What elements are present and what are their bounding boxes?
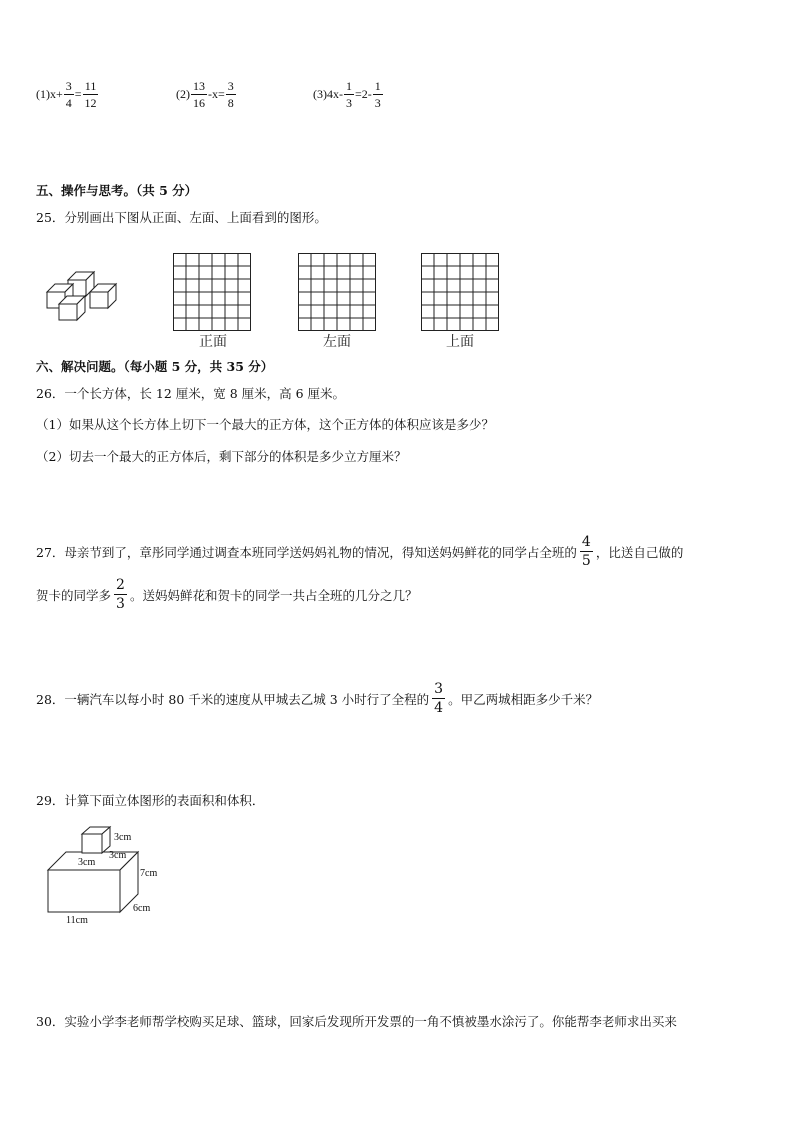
front-view-label: 正面 [199, 334, 227, 350]
equation-3-op: =2- [355, 87, 372, 101]
equation-3-fraction-b: $\frac{1}{3}$ [374, 79, 381, 110]
equation-1-prefix: (1)x+ [36, 87, 63, 101]
question-26-sub-1: （1）如果从这个长方体上切下一个最大的正方体，这个正方体的体积应该是多少？ [36, 417, 494, 432]
equation-1-fraction-b: $\frac{11}{12}$ [84, 79, 97, 110]
equation-3-prefix: (3)4x- [313, 87, 343, 101]
equation-2-fraction-a: $\frac{13}{16}$ [193, 79, 205, 110]
dim-box-length: 11cm [66, 915, 88, 926]
dim-cube-depth: 3cm [109, 850, 127, 861]
question-26-sub-2: （2）切去一个最大的正方体后，剩下部分的体积是多少立方厘米？ [36, 449, 407, 464]
equation-3 [313, 80, 384, 109]
left-view-label: 左面 [323, 334, 351, 350]
equation-2-prefix: (2) [176, 87, 190, 101]
dim-box-height: 7cm [140, 868, 158, 879]
front-view-grid [173, 253, 251, 331]
question-26-text: 26．一个长方体，长 12 厘米，宽 8 厘米，高 6 厘米。 [36, 386, 346, 401]
equation-2-op: -x= [208, 87, 225, 101]
question-28-line [36, 682, 598, 715]
cube-stack-figure [42, 262, 122, 324]
question-27-line-2 [36, 578, 417, 611]
dim-cube-height: 3cm [114, 832, 132, 843]
equation-1 [36, 80, 100, 109]
question-28-text-a: 28．一辆汽车以每小时 80 千米的速度从甲城去乙城 3 小时行了全程的 [36, 691, 430, 707]
question-27-line-1 [36, 535, 683, 568]
equation-1-op: = [74, 87, 82, 101]
question-28-text-b: 。甲乙两城相距多少千米？ [448, 691, 599, 707]
equation-3-fraction-a: $\frac{1}{3}$ [346, 79, 352, 110]
dim-box-depth: 6cm [133, 903, 151, 914]
top-view-grid [421, 253, 499, 331]
question-27-text-b: ，比送自己做的 [595, 544, 684, 560]
question-27-fraction-1: $\frac{4}{5}$ [581, 534, 591, 569]
question-30-text: 30．实验小学李老师帮学校购买足球、篮球，回家后发现所开发票的一角不慎被墨水涂污了。你能帮李老师求出买来 [36, 1014, 677, 1029]
equation-2 [176, 80, 237, 109]
question-27-text-c: 贺卡的同学多 [36, 587, 112, 603]
question-27-fraction-2: $\frac{2}{3}$ [116, 577, 125, 612]
dim-cube-width: 3cm [78, 857, 96, 868]
equation-1-fraction-a: $\frac{3}{4}$ [65, 79, 72, 110]
question-27-text-a: 27．母亲节到了，章彤同学通过调查本班同学送妈妈礼物的情况，得知送妈妈鲜花的同学占全班的 [36, 544, 577, 560]
question-28-fraction: $\frac{3}{4}$ [434, 681, 444, 716]
top-view-label: 上面 [446, 334, 474, 350]
question-27-text-d: 。送妈妈鲜花和贺卡的同学一共占全班的几分之几？ [129, 587, 418, 603]
equation-2-fraction-b: $\frac{3}{8}$ [227, 79, 234, 110]
question-25-text: 25．分别画出下图从正面、左面、上面看到的图形。 [36, 210, 327, 225]
question-29-text: 29．计算下面立体图形的表面积和体积． [36, 793, 265, 808]
left-view-grid [298, 253, 376, 331]
section-5-title: 五、操作与思考。（共 5 分） [36, 183, 198, 198]
section-6-title: 六、解决问题。（每小题 5 分，共 35 分） [36, 359, 274, 374]
